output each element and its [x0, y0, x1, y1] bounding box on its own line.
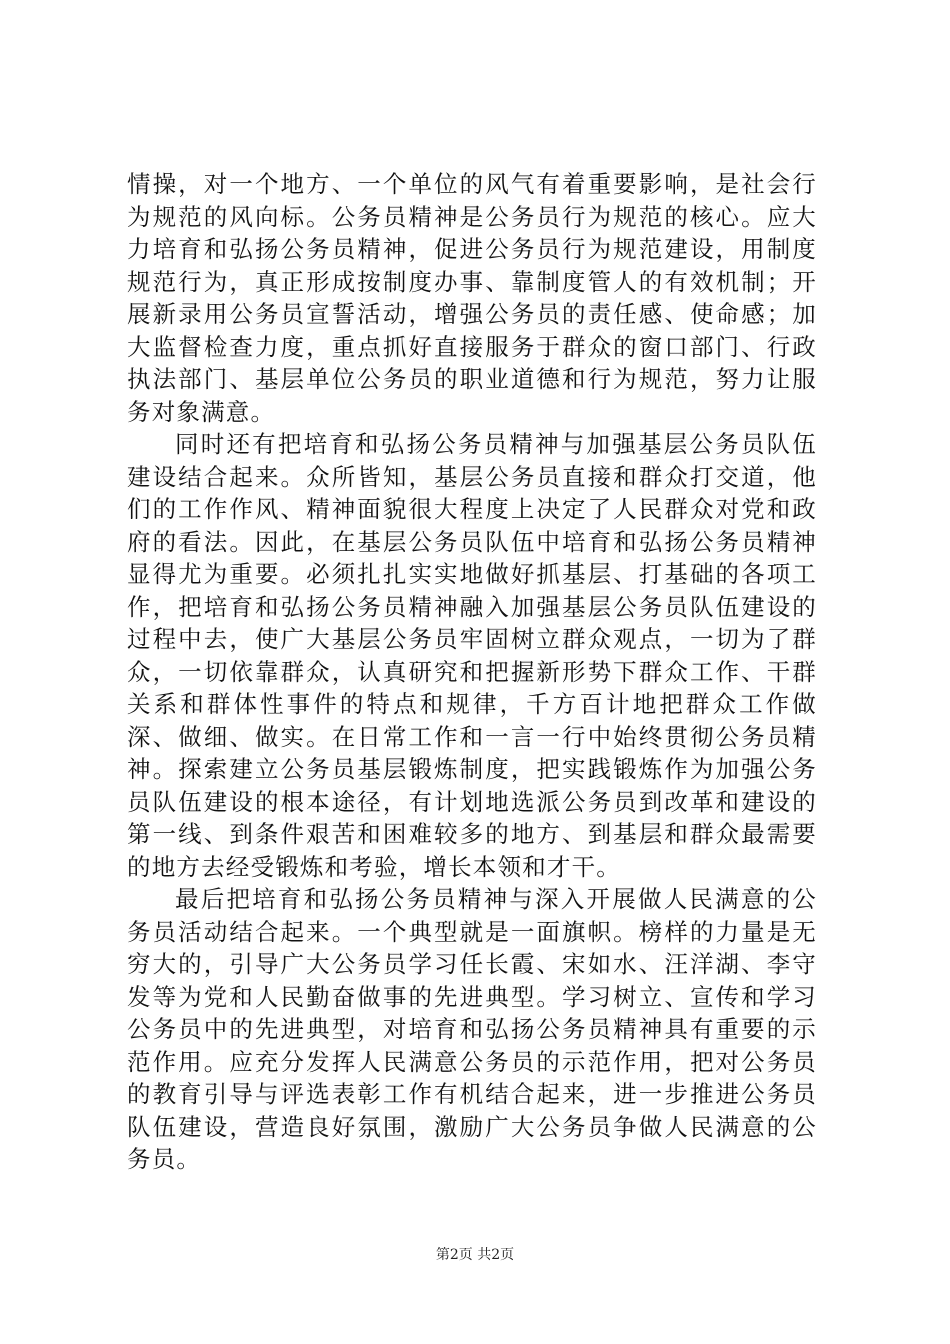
paragraph-3: 最后把培育和弘扬公务员精神与深入开展做人民满意的公务员活动结合起来。一个典型就是一面旗帜。榜样的力量是无穷大的，引导广大公务员学习任长霞、宋如水、汪洋湖、李守发等为党和人民勤奋做事的先进典型。学习树立、宣传和学习公务员中的先进典型，对培育和弘扬公务员精神具有重要的示范作用。应充分发挥人民满意公务员的示范作用，把对公务员的教育引导与评选表彰工作有机结合起来，进一步推进公务员队伍建设，营造良好氛围，激励广大公务员争做人民满意的公务员。 — [127, 885, 817, 1173]
paragraph-1: 情操，对一个地方、一个单位的风气有着重要影响，是社会行为规范的风向标。公务员精神是公务员行为规范的核心。应大力培育和弘扬公务员精神，促进公务员行为规范建设，用制度规范行为，真正形成按制度办事、靠制度管人的有效机制；开展新录用公务员宣誓活动，增强公务员的责任感、使命感；加大监督检查力度，重点抓好直接服务于群众的窗口部门、行政执法部门、基层单位公务员的职业道德和行为规范，努力让服务对象满意。 — [127, 170, 817, 426]
page-footer: 第2页 共2页 — [435, 1247, 515, 1263]
paragraph-2: 同时还有把培育和弘扬公务员精神与加强基层公务员队伍建设结合起来。众所皆知，基层公务员直接和群众打交道，他们的工作作风、精神面貌很大程度上决定了人民群众对党和政府的看法。因此，在基层公务员队伍中培育和弘扬公务员精神显得尤为重要。必须扎扎实实地做好抓基层、打基础的各项工作，把培育和弘扬公务员精神融入加强基层公务员队伍建设的过程中去，使广大基层公务员牢固树立群众观点，一切为了群众，一切依靠群众，认真研究和把握新形势下群众工作、干群关系和群体性事件的特点和规律，千方百计地把群众工作做深、做细、做实。在日常工作和一言一行中始终贯彻公务员精神。探索建立公务员基层锻炼制度，把实践锻炼作为加强公务员队伍建设的根本途径，有计划地选派公务员到改革和建设的第一线、到条件艰苦和困难较多的地方、到基层和群众最需要的地方去经受锻炼和考验，增长本领和才干。 — [127, 430, 817, 881]
document-body — [127, 168, 817, 1176]
